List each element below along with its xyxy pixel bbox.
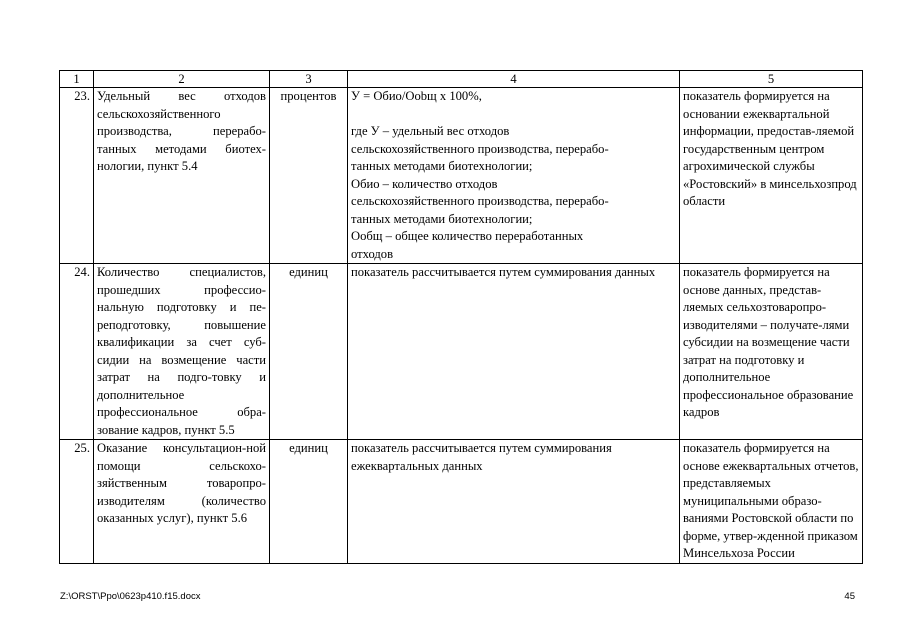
unit-cell: единиц [270, 440, 348, 564]
page-number: 45 [844, 591, 855, 602]
source-cell: показатель формируется на основе данных, представ-ляемых сельхозтоваропро-изводителями – получате-лями субсидии на возмещение части затрат на подготовку и дополнительное профессиональное образование кадров [680, 264, 863, 440]
formula-line: У = Обио/Оobщ x 100%, [351, 89, 482, 103]
formula-cell [348, 88, 680, 264]
formula-line: где У – удельный вес отходов [351, 124, 510, 138]
formula-cell: показатель рассчитывается путем суммирования данных [348, 264, 680, 440]
indicators-table [59, 70, 863, 564]
table-header-row [60, 71, 863, 88]
column-header: 3 [270, 71, 348, 88]
formula-line: сельскохозяйственного производства, перерабо- [351, 194, 609, 208]
column-header: 4 [348, 71, 680, 88]
column-header: 1 [60, 71, 94, 88]
row-number: 23. [60, 88, 94, 264]
unit-cell: процентов [270, 88, 348, 264]
column-header: 2 [94, 71, 270, 88]
formula-line: отходов [351, 246, 394, 261]
formula-line: танных методами биотехнологии; [351, 211, 533, 226]
table-row [60, 88, 863, 264]
formula-line: Ообщ – общее количество переработанных [351, 229, 584, 243]
indicator-name: Количество специалистов, прошедших профессио-нальную подготовку и пе-реподготовку, повышение квалификации за счет суб-сидии на возмещение части затрат на подго-товку и дополнительное профессиональное обра-зование кадров, пункт 5.5 [94, 264, 270, 440]
indicator-name: Удельный вес отходов сельскохозяйственного производства, перерабо-танных методами биотех-нологии, пункт 5.4 [94, 88, 270, 264]
table-row [60, 440, 863, 564]
unit-cell: единиц [270, 264, 348, 440]
column-header: 5 [680, 71, 863, 88]
formula-blank-line [351, 106, 676, 124]
indicator-name: Оказание консультацион-ной помощи сельскохо-зяйственным товаропро-изводителям (количество оказанных услуг), пункт 5.6 [94, 440, 270, 564]
source-cell: показатель формируется на основании ежеквартальной информации, предостав-ляемой государственным центром агрохимической службы «Ростовский» в минсельхозпрод области [680, 88, 863, 264]
row-number: 24. [60, 264, 94, 440]
formula-cell: показатель рассчитывается путем суммирования ежеквартальных данных [348, 440, 680, 564]
formula-line: танных методами биотехнологии; [351, 159, 533, 173]
formula-line: сельскохозяйственного производства, перерабо- [351, 141, 609, 156]
source-cell: показатель формируется на основе ежеквартальных отчетов, представляемых муниципальными образо-ваниями Ростовской области по форме, утвер-жденной приказом Минсельхоза России [680, 440, 863, 564]
row-number: 25. [60, 440, 94, 564]
file-path: Z:\ORST\Ppo\0623p410.f15.docx [60, 591, 201, 602]
formula-line: Обио – количество отходов [351, 176, 498, 191]
table-row [60, 264, 863, 440]
